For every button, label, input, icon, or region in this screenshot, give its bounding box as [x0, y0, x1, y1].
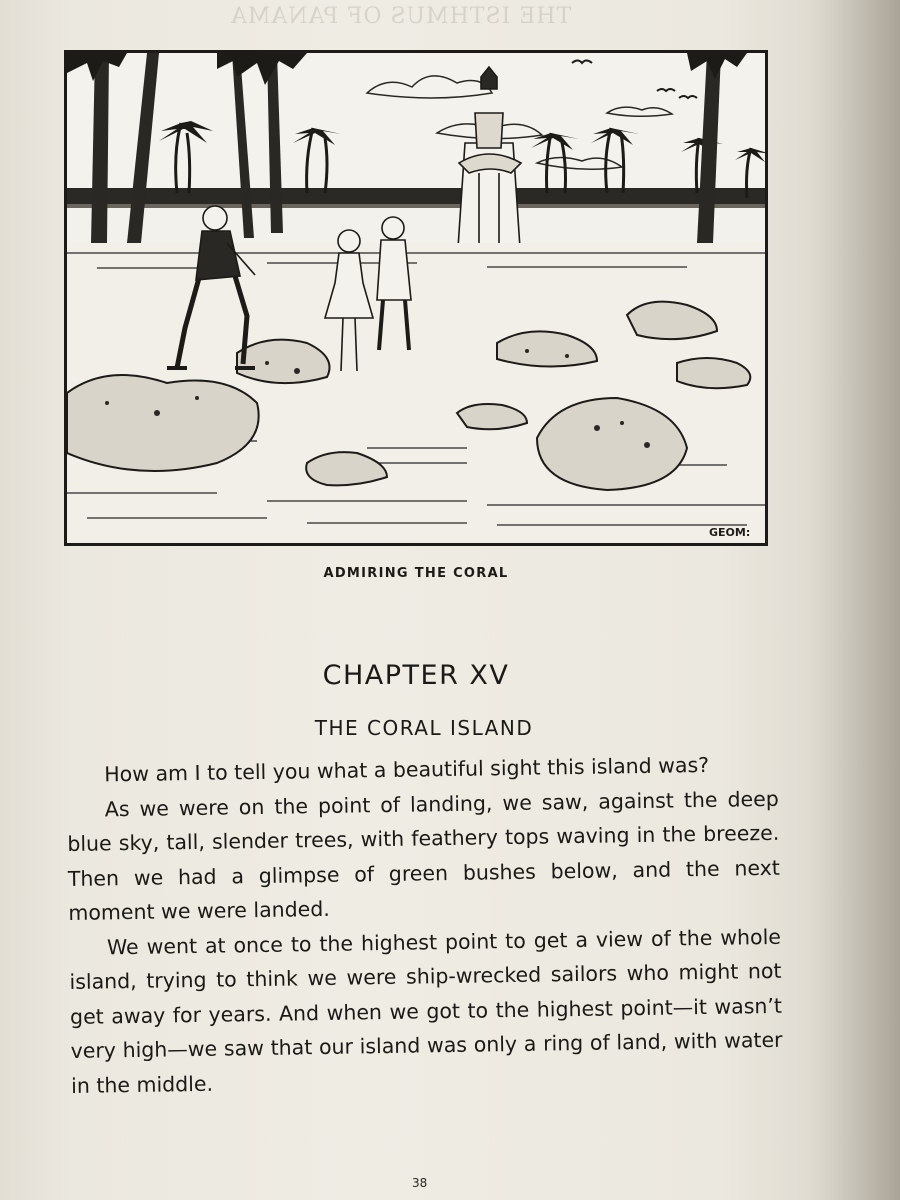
paragraph: How am I to tell you what a beautiful sight this island was? [104, 752, 710, 787]
paragraph: As we were on the point of landing, we saw, against the deep blue sky, tall, slender trees, with feathery tops waving in the breeze. Then we had a glimpse of green bushes below, and the next moment we were landed. [67, 786, 780, 925]
page-number: 38 [412, 1176, 428, 1190]
chapter-number: CHAPTER XV [322, 660, 510, 691]
page-gutter-shadow [810, 0, 900, 1200]
artist-signature: GEOM: [709, 526, 751, 539]
show-through-running-head: THE ISTHMUS OF PANAMA [230, 4, 572, 29]
paragraph: We went at once to the highest point to get a view of the whole island, trying to think we were ship-wrecked sailors who might not get away for years. And when we got to the highest point—it wasn’t very high—we saw that our island was only a ring of land, with water in the middle. [69, 924, 783, 1098]
illustration-caption: ADMIRING THE CORAL [323, 566, 509, 581]
illustration-admiring-the-coral [64, 50, 768, 546]
chapter-body [66, 747, 783, 1103]
coral-island-drawing [67, 53, 765, 543]
chapter-title: THE CORAL ISLAND [314, 716, 534, 740]
